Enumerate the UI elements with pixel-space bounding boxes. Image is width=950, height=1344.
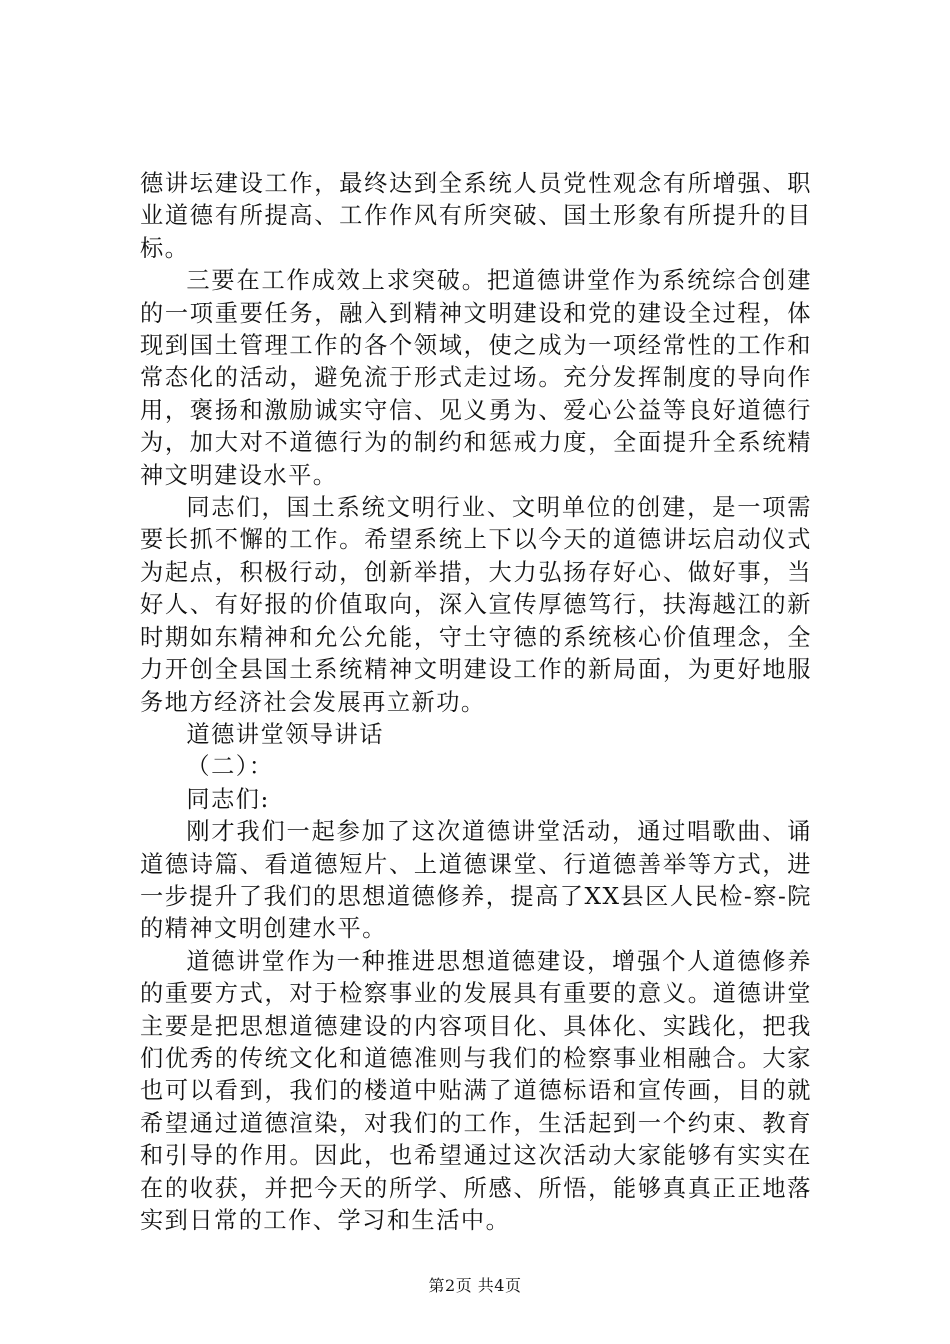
document-body <box>140 168 812 1237</box>
salutation: 同志们: <box>186 785 270 813</box>
section-number: （二）： <box>186 753 274 781</box>
paragraph-activity-summary: 刚才我们一起参加了这次道德讲堂活动，通过唱歌曲、诵道德诗篇、看道德短片、上道德课堂、行道德善举等方式，进一步提升了我们的思想道德修养，提高了XX县区人民检-察-院的精神文明创建水平。 <box>140 818 812 943</box>
paragraph-comrades-closing: 同志们，国土系统文明行业、文明单位的创建，是一项需要长抓不懈的工作。希望系统上下以今天的道德讲坛启动仪式为起点，积极行动，创新举措，大力弘扬存好心、做好事，当好人、有好报的价值取向，深入宣传厚德笃行，扶海越江的新时期如东精神和允公允能，守土守德的系统核心价值理念，全力开创全县国土系统精神文明建设工作的新局面，为更好地服务地方经济社会发展再立新功。 <box>140 494 812 716</box>
paragraph-continuation: 德讲坛建设工作，最终达到全系统人员党性观念有所增强、职业道德有所提高、工作作风有所突破、国土形象有所提升的目标。 <box>140 170 812 262</box>
section-title: 道德讲堂领导讲话 <box>186 720 384 748</box>
paragraph-moral-lecture-importance: 道德讲堂作为一种推进思想道德建设，增强个人道德修养的重要方式，对于检察事业的发展具有重要的意义。道德讲堂主要是把思想道德建设的内容项目化、具体化、实践化，把我们优秀的传统文化和道德准则与我们的检察事业相融合。大家也可以看到，我们的楼道中贴满了道德标语和宣传画，目的就希望通过道德渲染，对我们的工作，生活起到一个约束、教育和引导的作用。因此，也希望通过这次活动大家能够有实实在在的收获，并把今天的所学、所感、所悟，能够真真正正地落实到日常的工作、学习和生活中。 <box>140 947 812 1234</box>
page-footer: 第2页 共4页 <box>428 1276 522 1295</box>
paragraph-third-requirement: 三要在工作成效上求突破。把道德讲堂作为系统综合创建的一项重要任务，融入到精神文明建设和党的建设全过程，体现到国土管理工作的各个领域，使之成为一项经常性的工作和常态化的活动，避免流于形式走过场。充分发挥制度的导向作用，褒扬和激励诚实守信、见义勇为、爱心公益等良好道德行为，加大对不道德行为的制约和惩戒力度，全面提升全系统精神文明建设水平。 <box>140 267 812 489</box>
